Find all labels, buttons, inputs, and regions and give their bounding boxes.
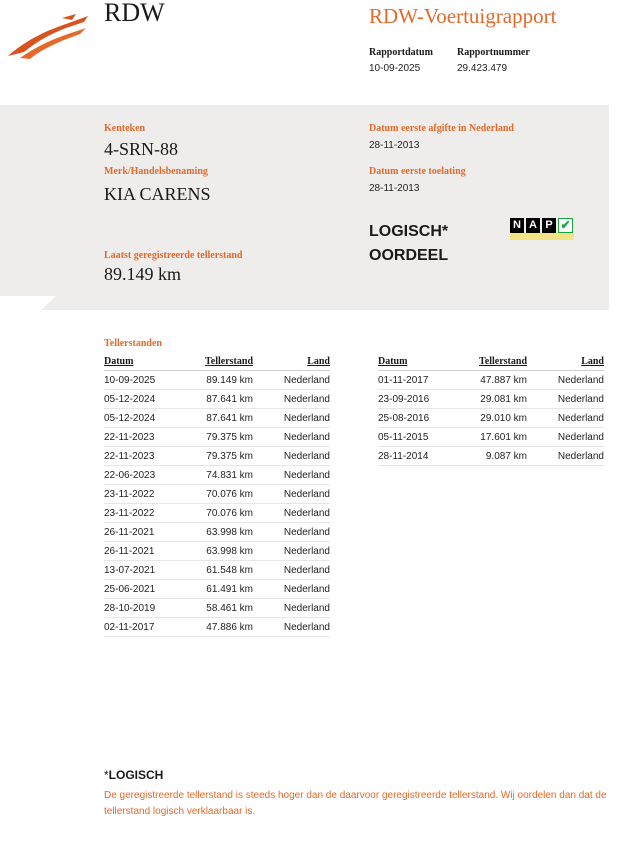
row-odometer: 29.081 km: [456, 390, 527, 409]
row-date: 23-11-2022: [104, 485, 182, 504]
table-row: [104, 561, 330, 580]
row-date: 25-08-2016: [378, 409, 456, 428]
row-odometer: 70.076 km: [182, 485, 253, 504]
row-date: 26-11-2021: [104, 542, 182, 561]
table-row: [104, 580, 330, 599]
row-date: 05-12-2024: [104, 390, 182, 409]
row-date: 22-11-2023: [104, 428, 182, 447]
row-date: 22-06-2023: [104, 466, 182, 485]
table-row: [378, 371, 604, 390]
table-row: [104, 618, 330, 637]
row-country: Nederland: [253, 485, 330, 504]
table-row: [378, 447, 604, 466]
nap-letter-a: A: [526, 218, 540, 233]
row-odometer: 79.375 km: [182, 447, 253, 466]
row-odometer: 87.641 km: [182, 390, 253, 409]
table-row: [104, 428, 330, 447]
nap-logo: [510, 218, 573, 234]
row-odometer: 74.831 km: [182, 466, 253, 485]
plate-label: Kenteken: [104, 123, 146, 134]
vehicle-summary-panel: [0, 105, 609, 310]
row-country: Nederland: [253, 466, 330, 485]
table-row: [104, 390, 330, 409]
row-country: Nederland: [527, 390, 604, 409]
row-odometer: 29.010 km: [456, 409, 527, 428]
table-row: [378, 428, 604, 447]
row-country: Nederland: [253, 580, 330, 599]
row-country: Nederland: [253, 447, 330, 466]
report-date: 10-09-2025: [369, 63, 421, 74]
row-odometer: 61.548 km: [182, 561, 253, 580]
col-odometer: Tellerstand: [456, 352, 527, 371]
nap-letter-n: N: [510, 218, 524, 233]
report-number-label: Rapportnummer: [457, 47, 530, 58]
first-admission-value: 28-11-2013: [369, 183, 420, 194]
row-country: Nederland: [253, 561, 330, 580]
plate-value: 4-SRN-88: [104, 139, 179, 159]
table-row: [104, 523, 330, 542]
odometer-table-left: [104, 352, 330, 637]
row-date: 22-11-2023: [104, 447, 182, 466]
table-row: [378, 409, 604, 428]
row-date: 23-09-2016: [378, 390, 456, 409]
row-country: Nederland: [253, 542, 330, 561]
table-row: [104, 542, 330, 561]
verdict-line-1: LOGISCH*: [369, 223, 449, 240]
footer-title: LOGISCH: [108, 768, 164, 782]
row-date: 10-09-2025: [104, 371, 182, 390]
verdict-line-2: OORDEEL: [369, 247, 449, 264]
table-row: [104, 599, 330, 618]
row-date: 01-11-2017: [378, 371, 456, 390]
row-date: 05-11-2015: [378, 428, 456, 447]
row-odometer: 79.375 km: [182, 428, 253, 447]
row-odometer: 87.641 km: [182, 409, 253, 428]
row-date: 02-11-2017: [104, 618, 182, 637]
col-odometer: Tellerstand: [182, 352, 253, 371]
row-odometer: 17.601 km: [456, 428, 527, 447]
row-country: Nederland: [253, 409, 330, 428]
rdw-logo-icon: [6, 12, 92, 60]
make-value: KIA CARENS: [104, 184, 211, 204]
row-odometer: 63.998 km: [182, 523, 253, 542]
row-date: 28-10-2019: [104, 599, 182, 618]
report-date-label: Rapportdatum: [369, 47, 433, 58]
col-date: Datum: [104, 352, 182, 371]
row-odometer: 9.087 km: [456, 447, 527, 466]
row-country: Nederland: [527, 409, 604, 428]
row-date: 23-11-2022: [104, 504, 182, 523]
table-row: [104, 409, 330, 428]
brand-name: RDW: [104, 0, 165, 27]
first-issue-label: Datum eerste afgifte in Nederland: [369, 123, 514, 134]
row-country: Nederland: [527, 428, 604, 447]
row-country: Nederland: [527, 447, 604, 466]
col-country: Land: [253, 352, 330, 371]
row-odometer: 70.076 km: [182, 504, 253, 523]
table-row: [104, 504, 330, 523]
row-country: Nederland: [253, 618, 330, 637]
row-odometer: 61.491 km: [182, 580, 253, 599]
row-odometer: 47.886 km: [182, 618, 253, 637]
col-country: Land: [527, 352, 604, 371]
footer-explanation: De geregistreerde tellerstand is steeds hoger dan de daarvoor geregistreerde tellerstand. Wij oordelen dan dat de tellerstand logisch verklaarbaar is.: [104, 790, 607, 817]
odometer-table-right: [378, 352, 604, 466]
row-odometer: 63.998 km: [182, 542, 253, 561]
table-row: [378, 390, 604, 409]
row-country: Nederland: [253, 523, 330, 542]
table-row: [104, 466, 330, 485]
footer-star: *: [104, 768, 109, 782]
nap-letter-p: P: [542, 218, 556, 233]
report-title: RDW-Voertuigrapport: [369, 4, 557, 28]
make-label: Merk/Handelsbenaming: [104, 166, 208, 177]
row-date: 26-11-2021: [104, 523, 182, 542]
table-row: [104, 371, 330, 390]
odometer-section-label: Tellerstanden: [104, 338, 162, 349]
first-issue-value: 28-11-2013: [369, 140, 420, 151]
row-date: 13-07-2021: [104, 561, 182, 580]
report-number: 29.423.479: [457, 63, 508, 74]
row-odometer: 58.461 km: [182, 599, 253, 618]
row-country: Nederland: [253, 504, 330, 523]
row-odometer: 89.149 km: [182, 371, 253, 390]
row-country: Nederland: [253, 599, 330, 618]
row-odometer: 47.887 km: [456, 371, 527, 390]
table-row: [104, 447, 330, 466]
row-date: 28-11-2014: [378, 447, 456, 466]
table-row: [104, 485, 330, 504]
row-country: Nederland: [253, 390, 330, 409]
row-date: 05-12-2024: [104, 409, 182, 428]
footer-heading: [104, 768, 163, 782]
col-date: Datum: [378, 352, 456, 371]
last-odometer-label: Laatst geregistreerde tellerstand: [104, 250, 243, 261]
row-country: Nederland: [253, 428, 330, 447]
row-country: Nederland: [527, 371, 604, 390]
checkmark-icon: ✔: [558, 218, 573, 233]
last-odometer-value: 89.149 km: [104, 264, 182, 284]
row-country: Nederland: [253, 371, 330, 390]
first-admission-label: Datum eerste toelating: [369, 166, 466, 177]
row-date: 25-06-2021: [104, 580, 182, 599]
